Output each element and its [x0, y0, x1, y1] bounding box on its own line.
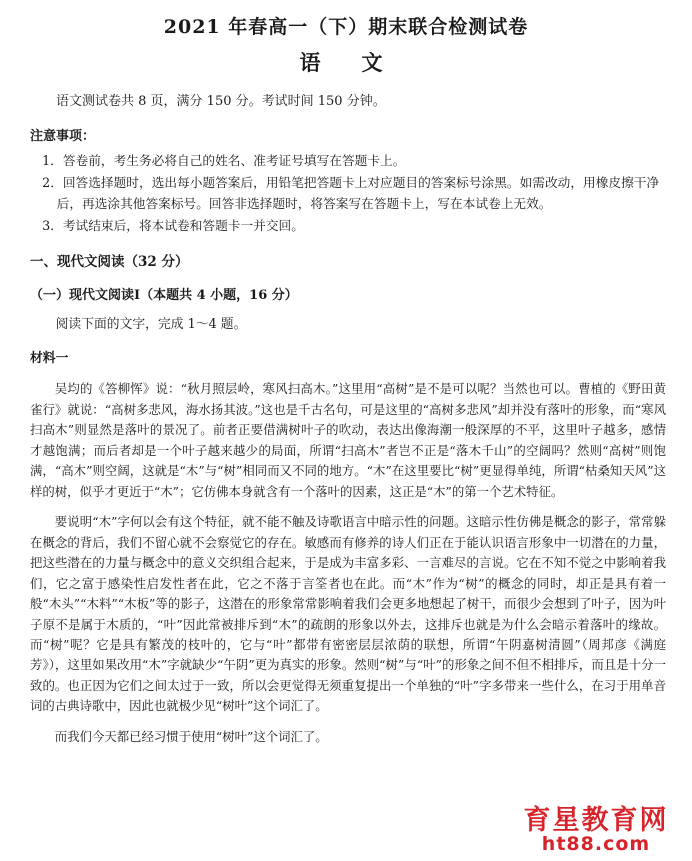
notice-heading: 注意事项：	[30, 128, 96, 144]
exam-paper-page	[0, 14, 692, 861]
subsection-heading: （一）现代文阅读Ⅰ（本题共 4 小题，16 分）	[30, 287, 298, 303]
watermark	[508, 804, 684, 856]
page-title: 2021 年春高一（下）期末联合检测试卷	[163, 16, 529, 38]
notice-item: 2．回答选择题时，选出每小题答案后，用铅笔把答题卡上对应题目的答案标号涂黑。如需改动，用橡皮擦干净后，再选涂其他答案标号。回答非选择题时，将答案写在答题卡上，写在本试卷上无效。	[42, 174, 660, 211]
watermark-url: ht88.com	[541, 833, 651, 856]
material-paragraph: 吴均的《答柳恽》说：“秋月照层岭，寒风扫高木。”这里用“高树”是不是可以呢？当然也可以。曹植的《野田黄雀行》就说：“高树多悲风，海水扬其波。”这也是千古名句，可是这里的“高树多悲风”却并没有落叶的形象，而“寒风扫高木”则显然是落叶的景况了。前者正要借满树叶子的吹动，表达出像海潮一般深厚的不平，这里叶子越多，感情才越饱满；而后者却是一个叶子越来越少的局面，所谓“扫高木”者岂不正是“落木千山”的空阔吗？然则“高树”则饱满，“高木”则空阔，这就是“木”与“树”相同而又不同的地方。“木”在这里要比“树”更显得单纯，所谓“枯桑知天风”这样的树，似乎才更近于“木”；它仿佛本身就含有一个落叶的因素，这正是“木”的第一个艺术特征。	[30, 381, 666, 499]
material-paragraph: 要说明“木”字何以会有这个特征，就不能不触及诗歌语言中暗示性的问题。这暗示性仿佛是概念的影子，常常躲在概念的背后，我们不留心就不会察觉它的存在。敏感而有修养的诗人们正在于能认识语言形象中一切潜在的力量，把这些潜在的力量与概念中的意义交织组合起来，于是成为丰富多彩、一言难尽的言说。它在不知不觉之中影响着我们，它之富于感染性启发性者在此，它之不落于言筌者也在此。而“木”作为“树”的概念的同时，却正是具有着一般“木头”“木料”“木板”等的影子，这潜在的形象常常影响着我们会更多地想起了树干，而很少会想到了叶子，因为叶子原不是属于木质的，“叶”因此常被排斥到“木”的疏朗的形象以外去，这排斥也就是为什么会暗示着落叶的缘故。而“树”呢？它是具有繁茂的枝叶的，它与“叶”都带有密密层层浓荫的联想，所谓“午阴嘉树清圆”（周邦彦《满庭芳》），这里如果改用“木”字就缺少“午阴”更为真实的形象。然则“树”与“叶”的形象之间不但不相排斥，而且是十分一致的。也正因为它们之间太过于一致，所以会更觉得无须重复提出一个单独的“叶”字多带来一些什么，在习于用单音词的古典诗歌中，因此也就极少见“树叶”这个词汇了。	[30, 514, 666, 714]
watermark-brand: 育星教育网	[523, 804, 669, 836]
material-label: 材料一	[30, 350, 69, 366]
notice-list	[30, 150, 666, 236]
notice-item: 3．考试结束后，将本试卷和答题卡一并交回。	[42, 217, 304, 233]
subject-title: 语 文	[299, 49, 393, 75]
reading-instruction: 阅读下面的文字，完成 1～4 题。	[55, 316, 247, 332]
document-body	[0, 91, 692, 745]
notice-item: 1．答卷前，考生务必将自己的姓名、准考证号填写在答题卡上。	[42, 152, 406, 168]
material-paragraph: 而我们今天都已经习惯于使用“树叶”这个词汇了。	[54, 728, 328, 744]
exam-intro: 语文测试卷共 8 页，满分 150 分。考试时间 150 分钟。	[56, 93, 386, 109]
section-heading: 一、现代文阅读（32 分）	[30, 254, 189, 270]
